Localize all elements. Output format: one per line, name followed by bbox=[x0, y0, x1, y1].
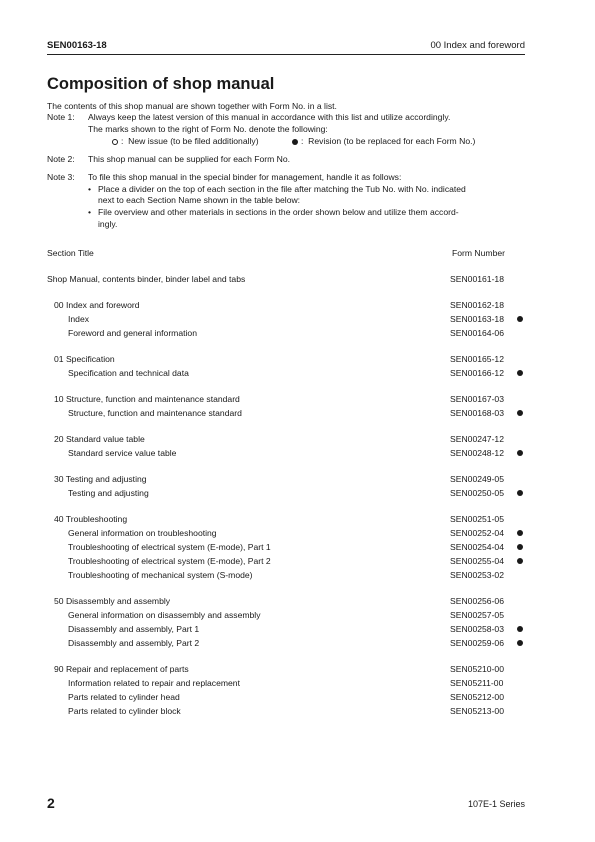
note1-line2: The marks shown to the right of Form No. denote the following: bbox=[88, 124, 328, 134]
bullet-marker: • bbox=[88, 207, 92, 217]
form-number: SEN00167-03 bbox=[450, 394, 504, 404]
table-row bbox=[47, 488, 527, 502]
form-number: SEN00163-18 bbox=[450, 314, 504, 324]
section-title: 40 Troubleshooting bbox=[54, 514, 128, 524]
legend-revision: : Revision (to be replaced for each Form No.) bbox=[292, 136, 475, 148]
table-row bbox=[47, 328, 527, 342]
note1-label: Note 1: bbox=[47, 112, 75, 122]
bullet-marker: • bbox=[88, 184, 92, 194]
page-header bbox=[47, 40, 525, 55]
revision-mark-icon bbox=[517, 316, 523, 322]
form-number: SEN00168-03 bbox=[450, 408, 504, 418]
legend-new-issue-text: New issue (to be filed additionally) bbox=[128, 136, 259, 146]
table-row bbox=[47, 706, 527, 720]
note2-text: This shop manual can be supplied for each Form No. bbox=[88, 154, 291, 164]
note3-bullet2-b: ingly. bbox=[98, 219, 118, 229]
section-title: Testing and adjusting bbox=[68, 488, 149, 498]
revision-mark-icon bbox=[517, 626, 523, 632]
table-row bbox=[47, 514, 527, 528]
form-number: SEN00249-05 bbox=[450, 474, 504, 484]
table-row bbox=[47, 678, 527, 692]
form-number: SEN05211-00 bbox=[450, 678, 504, 688]
section-title: Specification and technical data bbox=[68, 368, 189, 378]
form-number: SEN05213-00 bbox=[450, 706, 504, 716]
note3-label: Note 3: bbox=[47, 172, 75, 182]
table-row bbox=[47, 274, 527, 288]
form-number: SEN05212-00 bbox=[450, 692, 504, 702]
form-number: SEN00164-06 bbox=[450, 328, 504, 338]
filled-circle-icon bbox=[292, 139, 298, 145]
revision-mark-icon bbox=[517, 370, 523, 376]
form-number: SEN00166-12 bbox=[450, 368, 504, 378]
section-title: 01 Specification bbox=[54, 354, 115, 364]
section-title: Parts related to cylinder head bbox=[68, 692, 180, 702]
table-row bbox=[47, 596, 527, 610]
table-row bbox=[47, 448, 527, 462]
note3-bullet1-b: next to each Section Name shown in the table below: bbox=[98, 195, 301, 205]
legend-revision-text: Revision (to be replaced for each Form No.) bbox=[308, 136, 476, 146]
section-title: Troubleshooting of electrical system (E-mode), Part 1 bbox=[68, 542, 271, 552]
section-title: Disassembly and assembly, Part 1 bbox=[68, 624, 200, 634]
table-row bbox=[47, 570, 527, 584]
section-title: Foreword and general information bbox=[68, 328, 197, 338]
legend-new-issue: : New issue (to be filed additionally) bbox=[112, 136, 259, 148]
revision-mark-icon bbox=[517, 640, 523, 646]
table-row bbox=[47, 610, 527, 624]
revision-mark-icon bbox=[517, 530, 523, 536]
form-number: SEN00255-04 bbox=[450, 556, 504, 566]
form-number: SEN00253-02 bbox=[450, 570, 504, 580]
table-row bbox=[47, 692, 527, 706]
section-title: Troubleshooting of electrical system (E-mode), Part 2 bbox=[68, 556, 271, 566]
table-row bbox=[47, 434, 527, 448]
form-number: SEN00259-06 bbox=[450, 638, 504, 648]
form-number: SEN05210-00 bbox=[450, 664, 504, 674]
form-number: SEN00162-18 bbox=[450, 300, 504, 310]
section-title: Shop Manual, contents binder, binder label and tabs bbox=[47, 274, 246, 284]
series-label: 107E-1 Series bbox=[467, 799, 525, 809]
section-title: Disassembly and assembly, Part 2 bbox=[68, 638, 200, 648]
column-header-form: Form Number bbox=[452, 248, 506, 258]
note3-bullet1-a: Place a divider on the top of each section in the file after matching the Tub No. with No. indicated bbox=[98, 184, 466, 194]
section-title: 30 Testing and adjusting bbox=[54, 474, 147, 484]
revision-mark-icon bbox=[517, 490, 523, 496]
form-number: SEN00248-12 bbox=[450, 448, 504, 458]
section-title: Index bbox=[68, 314, 90, 324]
section-title: 20 Standard value table bbox=[54, 434, 145, 444]
revision-mark-icon bbox=[517, 410, 523, 416]
table-row bbox=[47, 394, 527, 408]
form-number: SEN00254-04 bbox=[450, 542, 504, 552]
form-number: SEN00165-12 bbox=[450, 354, 504, 364]
revision-mark-icon bbox=[517, 450, 523, 456]
revision-mark-icon bbox=[517, 558, 523, 564]
page-title: Composition of shop manual bbox=[47, 75, 275, 93]
table-row bbox=[47, 368, 527, 382]
form-number: SEN00247-12 bbox=[450, 434, 504, 444]
section-title: General information on disassembly and assembly bbox=[68, 610, 261, 620]
form-number: SEN00256-06 bbox=[450, 596, 504, 606]
section-title: Standard service value table bbox=[68, 448, 177, 458]
section-title: Structure, function and maintenance standard bbox=[68, 408, 242, 418]
table-row bbox=[47, 300, 527, 314]
table-row bbox=[47, 542, 527, 556]
form-number: SEN00250-05 bbox=[450, 488, 504, 498]
intro-text: The contents of this shop manual are shown together with Form No. in a list. bbox=[47, 101, 337, 111]
table-row bbox=[47, 314, 527, 328]
page-number: 2 bbox=[47, 795, 55, 811]
note2-label: Note 2: bbox=[47, 154, 75, 164]
table-row bbox=[47, 528, 527, 542]
section-title: 90 Repair and replacement of parts bbox=[54, 664, 189, 674]
section-title: Parts related to cylinder block bbox=[68, 706, 181, 716]
revision-mark-icon bbox=[517, 544, 523, 550]
note1-line1: Always keep the latest version of this manual in accordance with this list and utilize accordingly. bbox=[88, 112, 451, 122]
table-row bbox=[47, 354, 527, 368]
form-number: SEN00252-04 bbox=[450, 528, 504, 538]
table-row bbox=[47, 474, 527, 488]
section-name: 00 Index and foreword bbox=[430, 40, 525, 51]
section-title: 50 Disassembly and assembly bbox=[54, 596, 171, 606]
note3-bullet2-a: File overview and other materials in sections in the order shown below and utilize them accord- bbox=[98, 207, 459, 217]
doc-number: SEN00163-18 bbox=[47, 40, 107, 51]
table-row bbox=[47, 624, 527, 638]
table-row bbox=[47, 664, 527, 678]
section-title: 00 Index and foreword bbox=[54, 300, 140, 310]
column-header-section: Section Title bbox=[47, 248, 94, 258]
table-row bbox=[47, 638, 527, 652]
form-number: SEN00257-05 bbox=[450, 610, 504, 620]
table-row bbox=[47, 556, 527, 570]
open-circle-icon bbox=[112, 139, 118, 145]
table-row bbox=[47, 408, 527, 422]
form-number: SEN00251-05 bbox=[450, 514, 504, 524]
section-title: Information related to repair and replacement bbox=[68, 678, 240, 688]
form-number: SEN00161-18 bbox=[450, 274, 504, 284]
section-title: General information on troubleshooting bbox=[68, 528, 217, 538]
section-title: Troubleshooting of mechanical system (S-mode) bbox=[68, 570, 253, 580]
form-number: SEN00258-03 bbox=[450, 624, 504, 634]
section-title: 10 Structure, function and maintenance standard bbox=[54, 394, 240, 404]
note3-text: To file this shop manual in the special binder for management, handle it as follows: bbox=[88, 172, 402, 182]
